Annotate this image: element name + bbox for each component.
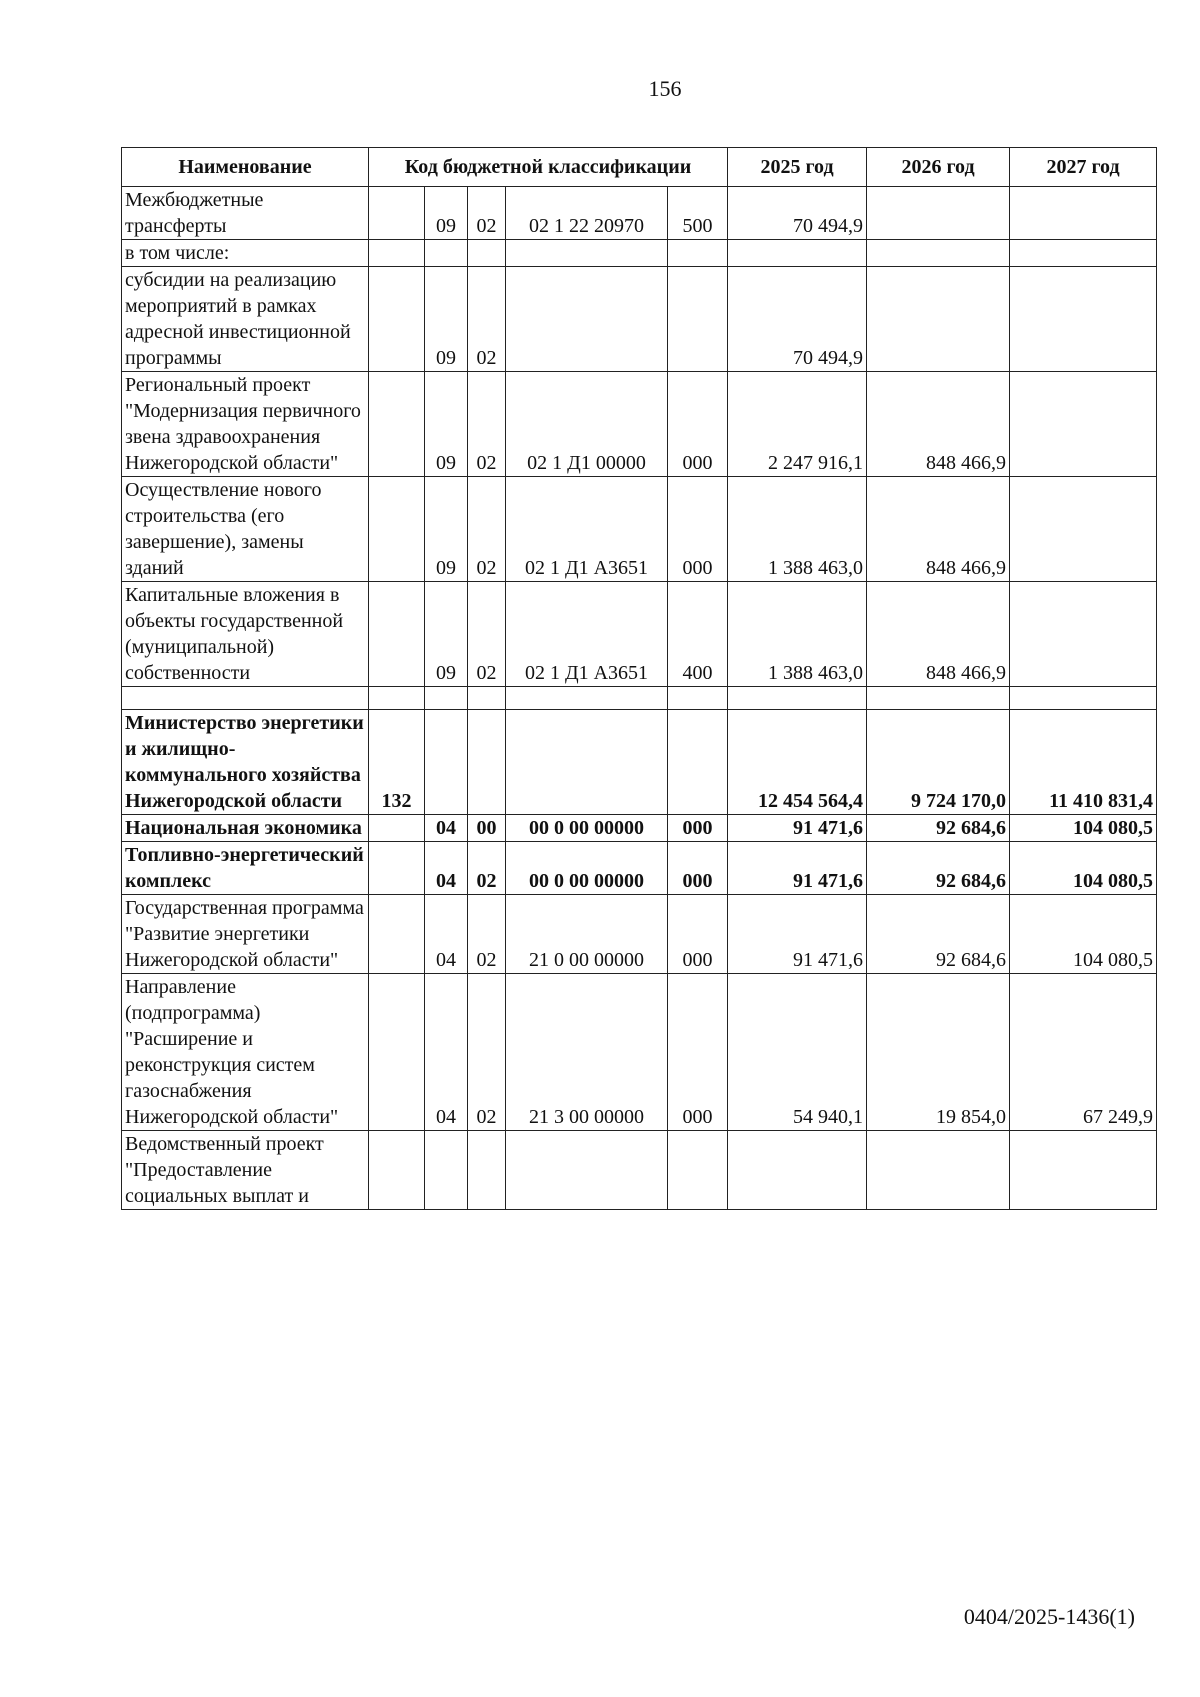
table-row: [122, 240, 1157, 267]
row-vr: 500: [668, 187, 728, 240]
table-row: [122, 687, 1157, 710]
table-row: [122, 710, 1157, 815]
row-csr: 00 0 00 00000: [506, 815, 668, 842]
table-row: [122, 974, 1157, 1131]
row-grbs: [369, 1131, 425, 1210]
row-2027: [1010, 687, 1157, 710]
row-name: [122, 687, 369, 710]
row-name: Направление (подпрограмма) "Расширение и реконструкция систем газоснабжения Нижегородской области": [122, 974, 369, 1131]
row-grbs: [369, 267, 425, 372]
row-2026: [867, 187, 1010, 240]
row-2026: [867, 1131, 1010, 1210]
row-csr: 21 3 00 00000: [506, 974, 668, 1131]
row-2027: [1010, 267, 1157, 372]
row-2026: 848 466,9: [867, 582, 1010, 687]
table-row: [122, 842, 1157, 895]
row-rz: 09: [425, 267, 468, 372]
row-2025: 70 494,9: [728, 267, 867, 372]
row-2026: 92 684,6: [867, 815, 1010, 842]
budget-table: [121, 147, 1157, 1210]
row-pr: [468, 687, 506, 710]
row-pr: 02: [468, 895, 506, 974]
row-2027: 11 410 831,4: [1010, 710, 1157, 815]
header-2025: 2025 год: [728, 148, 867, 187]
row-2026: [867, 267, 1010, 372]
row-grbs: [369, 372, 425, 477]
row-2025: 12 454 564,4: [728, 710, 867, 815]
row-vr: [668, 687, 728, 710]
row-csr: 02 1 Д1 А3651: [506, 477, 668, 582]
table-row: [122, 582, 1157, 687]
row-vr: 000: [668, 372, 728, 477]
row-pr: 02: [468, 477, 506, 582]
row-name: Национальная экономика: [122, 815, 369, 842]
row-csr: 02 1 Д1 А3651: [506, 582, 668, 687]
header-code: Код бюджетной классификации: [369, 148, 728, 187]
row-2025: 54 940,1: [728, 974, 867, 1131]
row-rz: 04: [425, 895, 468, 974]
row-2025: 2 247 916,1: [728, 372, 867, 477]
row-2027: [1010, 240, 1157, 267]
table-row: [122, 895, 1157, 974]
row-name: в том числе:: [122, 240, 369, 267]
row-rz: 09: [425, 372, 468, 477]
row-2025: [728, 687, 867, 710]
table-header-row: [122, 148, 1157, 187]
row-csr: [506, 687, 668, 710]
row-2026: 9 724 170,0: [867, 710, 1010, 815]
table-row: [122, 372, 1157, 477]
row-2026: [867, 687, 1010, 710]
row-rz: [425, 1131, 468, 1210]
row-2025: [728, 240, 867, 267]
table-row: [122, 187, 1157, 240]
row-pr: 02: [468, 974, 506, 1131]
row-rz: 04: [425, 974, 468, 1131]
row-2025: 91 471,6: [728, 815, 867, 842]
row-name: Топливно-энергетический комплекс: [122, 842, 369, 895]
row-rz: 04: [425, 815, 468, 842]
row-vr: 000: [668, 815, 728, 842]
row-grbs: [369, 815, 425, 842]
row-2025: [728, 1131, 867, 1210]
row-2027: [1010, 582, 1157, 687]
row-vr: 000: [668, 477, 728, 582]
row-vr: 000: [668, 895, 728, 974]
row-name: Региональный проект "Модернизация первичного звена здравоохранения Нижегородской области": [122, 372, 369, 477]
row-grbs: 132: [369, 710, 425, 815]
row-name: Осуществление нового строительства (его завершение), замены зданий: [122, 477, 369, 582]
row-2026: 92 684,6: [867, 842, 1010, 895]
row-2026: 19 854,0: [867, 974, 1010, 1131]
row-csr: [506, 710, 668, 815]
row-2027: [1010, 1131, 1157, 1210]
row-2025: 1 388 463,0: [728, 477, 867, 582]
row-vr: [668, 267, 728, 372]
row-rz: [425, 687, 468, 710]
row-2027: 104 080,5: [1010, 815, 1157, 842]
row-grbs: [369, 895, 425, 974]
row-vr: 000: [668, 842, 728, 895]
row-grbs: [369, 582, 425, 687]
row-name: Ведомственный проект "Предоставление социальных выплат и: [122, 1131, 369, 1210]
row-csr: [506, 1131, 668, 1210]
row-name: Капитальные вложения в объекты государственной (муниципальной) собственности: [122, 582, 369, 687]
row-rz: 04: [425, 842, 468, 895]
row-2027: 104 080,5: [1010, 895, 1157, 974]
row-pr: 00: [468, 815, 506, 842]
row-vr: [668, 710, 728, 815]
row-grbs: [369, 477, 425, 582]
table-row: [122, 267, 1157, 372]
row-grbs: [369, 842, 425, 895]
row-csr: [506, 267, 668, 372]
row-name: Межбюджетные трансферты: [122, 187, 369, 240]
row-pr: [468, 710, 506, 815]
document-code: 0404/2025-1436(1): [963, 1604, 1135, 1629]
row-csr: 00 0 00 00000: [506, 842, 668, 895]
table-row: [122, 1131, 1157, 1210]
row-2025: 1 388 463,0: [728, 582, 867, 687]
row-name: Министерство энергетики и жилищно-коммунального хозяйства Нижегородской области: [122, 710, 369, 815]
row-grbs: [369, 974, 425, 1131]
row-csr: 02 1 Д1 00000: [506, 372, 668, 477]
row-2027: 67 249,9: [1010, 974, 1157, 1131]
row-2026: [867, 240, 1010, 267]
row-2026: 92 684,6: [867, 895, 1010, 974]
row-csr: 21 0 00 00000: [506, 895, 668, 974]
row-name: Государственная программа "Развитие энергетики Нижегородской области": [122, 895, 369, 974]
row-name: субсидии на реализацию мероприятий в рамках адресной инвестиционной программы: [122, 267, 369, 372]
row-pr: 02: [468, 582, 506, 687]
row-2027: [1010, 372, 1157, 477]
row-2027: 104 080,5: [1010, 842, 1157, 895]
row-csr: [506, 240, 668, 267]
row-vr: [668, 240, 728, 267]
header-name: Наименование: [122, 148, 369, 187]
row-pr: [468, 1131, 506, 1210]
row-rz: 09: [425, 477, 468, 582]
row-pr: 02: [468, 187, 506, 240]
row-vr: [668, 1131, 728, 1210]
row-pr: 02: [468, 842, 506, 895]
table-row: [122, 477, 1157, 582]
row-2025: 70 494,9: [728, 187, 867, 240]
row-grbs: [369, 187, 425, 240]
row-pr: 02: [468, 372, 506, 477]
row-2027: [1010, 187, 1157, 240]
row-rz: 09: [425, 582, 468, 687]
row-2025: 91 471,6: [728, 895, 867, 974]
row-2027: [1010, 477, 1157, 582]
row-vr: 000: [668, 974, 728, 1131]
row-2026: 848 466,9: [867, 477, 1010, 582]
row-rz: 09: [425, 187, 468, 240]
row-2025: 91 471,6: [728, 842, 867, 895]
row-pr: 02: [468, 267, 506, 372]
page-number: 156: [648, 76, 682, 101]
table-row: [122, 815, 1157, 842]
row-grbs: [369, 240, 425, 267]
header-2026: 2026 год: [867, 148, 1010, 187]
row-pr: [468, 240, 506, 267]
row-csr: 02 1 22 20970: [506, 187, 668, 240]
header-2027: 2027 год: [1010, 148, 1157, 187]
row-2026: 848 466,9: [867, 372, 1010, 477]
row-grbs: [369, 687, 425, 710]
row-rz: [425, 710, 468, 815]
row-vr: 400: [668, 582, 728, 687]
row-rz: [425, 240, 468, 267]
